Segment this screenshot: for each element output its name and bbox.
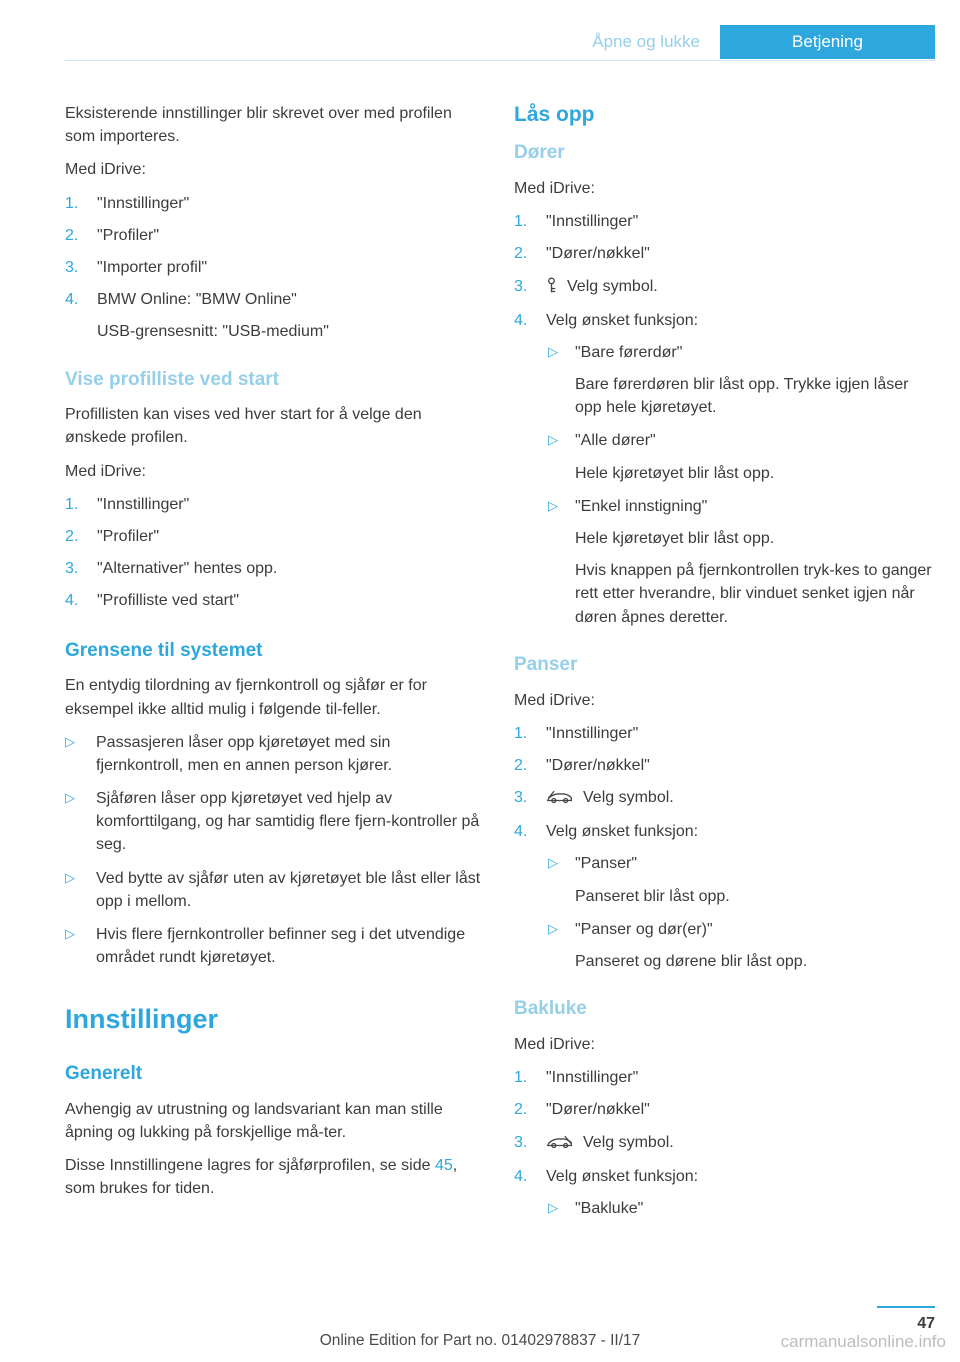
list-number	[65, 557, 97, 580]
triangle-right-icon	[548, 495, 575, 629]
paragraph-saved	[65, 1154, 481, 1200]
triangle-right-icon	[548, 1197, 575, 1220]
chapter-badge: Betjening	[720, 25, 935, 59]
med-idrive-label: Med iDrive:	[514, 1035, 595, 1053]
car-trunk-open-icon	[546, 1133, 573, 1156]
list-number	[65, 493, 97, 516]
right-column	[514, 102, 935, 1230]
list-item: "Alternativer" hentes opp.	[65, 557, 481, 580]
triangle-right-icon	[548, 429, 575, 484]
option-item	[548, 852, 935, 907]
list-item: Velg ønsket funksjon:	[514, 309, 935, 332]
page-45-link[interactable]: 45	[434, 1156, 453, 1174]
list-number	[514, 820, 546, 843]
list-item: Velg ønsket funksjon:	[514, 820, 935, 843]
list-number	[514, 210, 546, 233]
step-text: Velg symbol.	[583, 1133, 674, 1151]
left-column	[65, 102, 481, 1230]
med-idrive-label: Med iDrive:	[65, 462, 146, 480]
list-number	[514, 722, 546, 745]
option-item	[548, 495, 935, 629]
triangle-right-icon	[548, 918, 575, 973]
list-item: "Profiler"	[65, 525, 481, 548]
content-columns	[65, 102, 935, 1230]
list-number	[514, 1066, 546, 1089]
option-item	[548, 341, 935, 420]
option-description: Hvis knappen på fjernkontrollen tryk-kes to ganger rett etter hverandre, blir vinduet senket igjen når døren åpnes deretter.	[575, 562, 932, 626]
list-item: "Innstillinger"	[514, 722, 935, 745]
list-number	[514, 1165, 546, 1188]
watermark: carmanualsonline.info	[780, 1332, 946, 1352]
paragraph-system-limits: En entydig tilordning av fjernkontroll og sjåfør er for eksempel ikke alltid mulig i følgende til-feller.	[65, 677, 427, 718]
car-hood-open-icon	[546, 788, 573, 811]
option-description: Hele kjøretøyet blir låst opp.	[575, 530, 775, 547]
list-item	[514, 786, 935, 811]
profile-list-steps	[65, 493, 481, 613]
list-number	[65, 224, 97, 247]
heading-settings: Innstillinger	[65, 1004, 219, 1035]
list-item: "Innstillinger"	[514, 1066, 935, 1089]
triangle-right-icon	[65, 787, 96, 857]
list-number	[65, 589, 97, 612]
option-description: Hele kjøretøyet blir låst opp.	[575, 464, 775, 482]
import-profile-steps	[65, 192, 481, 344]
list-number	[65, 288, 97, 343]
tailgate-steps	[514, 1066, 935, 1188]
list-item: "Profiler"	[65, 224, 481, 247]
option-item	[548, 918, 935, 973]
option-label: "Enkel innstigning"	[575, 497, 708, 515]
hood-steps	[514, 722, 935, 844]
bullet-item: ▷ Ved bytte av sjåfør uten av kjøretøyet ble låst eller låst opp i mellom.	[65, 867, 481, 913]
page-number: 47	[917, 1314, 935, 1332]
list-item: "Dører/nøkkel"	[514, 1098, 935, 1121]
doors-steps	[514, 210, 935, 332]
paragraph-saved-post: , som brukes for tiden.	[65, 1156, 458, 1198]
heading-tailgate: Bakluke	[514, 998, 587, 1020]
paragraph-saved-pre: Disse Innstillingene lagres for sjåførprofilen, se side	[65, 1156, 435, 1174]
list-number	[514, 242, 546, 265]
bullet-item: ▷ Sjåføren låser opp kjøretøyet ved hjelp av komforttilgang, og har samtidig flere fjern-kontroller på seg.	[65, 787, 481, 857]
list-number	[65, 192, 97, 215]
list-number	[514, 1131, 546, 1156]
heading-unlock: Lås opp	[514, 103, 595, 126]
triangle-right-icon	[65, 731, 96, 777]
triangle-right-icon	[548, 852, 575, 907]
bullet-item: ▷ Hvis flere fjernkontroller befinner seg i det utvendige området rundt kjøretøyet.	[65, 923, 481, 969]
list-item: "Innstillinger"	[65, 493, 481, 516]
option-description: Panseret blir låst opp.	[575, 887, 730, 905]
list-item-text: BMW Online: "BMW Online"	[97, 291, 297, 309]
paragraph-general: Avhengig av utrustning og landsvariant kan man stille åpning og lukking på forskjellige må-ter.	[65, 1100, 443, 1141]
system-limit-bullets	[65, 731, 481, 970]
option-item	[548, 1197, 935, 1220]
bullet-item: ▷ Passasjeren låser opp kjøretøyet med sin fjernkontroll, men en annen person kjører.	[65, 731, 481, 777]
list-number	[65, 525, 97, 548]
list-item: "Profilliste ved start"	[65, 589, 481, 612]
option-item	[548, 429, 935, 484]
header-divider	[65, 60, 935, 61]
option-description: Panseret og dørene blir låst opp.	[575, 953, 808, 970]
list-item: "Innstillinger"	[514, 210, 935, 233]
key-icon	[546, 277, 557, 300]
option-description: Bare førerdøren blir låst opp. Trykke igjen låser opp hele kjøretøyet.	[575, 376, 909, 417]
list-item	[514, 1131, 935, 1156]
breadcrumb-section: Åpne og lukke	[592, 31, 700, 51]
heading-doors: Dører	[514, 142, 565, 164]
heading-system-limits: Grensene til systemet	[65, 639, 263, 661]
med-idrive-label: Med iDrive:	[514, 179, 595, 197]
triangle-right-icon	[65, 923, 96, 969]
step-text: Velg symbol.	[567, 277, 658, 295]
option-label: "Bakluke"	[575, 1199, 644, 1217]
step-text: Velg symbol.	[583, 789, 674, 807]
triangle-right-icon	[65, 867, 96, 913]
list-number	[514, 786, 546, 811]
triangle-right-icon	[548, 341, 575, 420]
option-label: "Panser"	[575, 855, 638, 873]
heading-hood: Panser	[514, 653, 578, 675]
doors-options	[548, 341, 935, 629]
heading-general: Generelt	[65, 1062, 143, 1084]
tailgate-options	[548, 1197, 935, 1220]
list-item: "Dører/nøkkel"	[514, 242, 935, 265]
list-number	[514, 275, 546, 300]
list-item: "Importer profil"	[65, 256, 481, 279]
paragraph-profile-list: Profillisten kan vises ved hver start for å velge den ønskede profilen.	[65, 406, 422, 447]
page-header	[65, 25, 935, 59]
list-number	[514, 754, 546, 777]
med-idrive-label: Med iDrive:	[514, 691, 595, 709]
list-item	[65, 288, 481, 343]
list-number	[514, 309, 546, 332]
option-label: "Panser og dør(er)"	[575, 920, 713, 938]
list-number	[65, 256, 97, 279]
list-item: "Innstillinger"	[65, 192, 481, 215]
hood-options	[548, 852, 935, 973]
option-label: "Bare førerdør"	[575, 343, 683, 361]
list-number	[514, 1098, 546, 1121]
list-item: Velg ønsket funksjon:	[514, 1165, 935, 1188]
edition-note: Online Edition for Part no. 01402978837 - II/17	[319, 1331, 641, 1349]
page-number-rule	[877, 1306, 935, 1308]
list-item-continuation: USB-grensesnitt: "USB-medium"	[97, 323, 329, 341]
list-item	[514, 275, 935, 300]
med-idrive-label: Med iDrive:	[65, 161, 146, 179]
heading-show-profile-list: Vise profilliste ved start	[65, 368, 280, 390]
paragraph-overwrite: Eksisterende innstillinger blir skrevet over med profilen som importeres.	[65, 105, 452, 146]
option-label: "Alle dører"	[575, 432, 656, 450]
list-item: "Dører/nøkkel"	[514, 754, 935, 777]
